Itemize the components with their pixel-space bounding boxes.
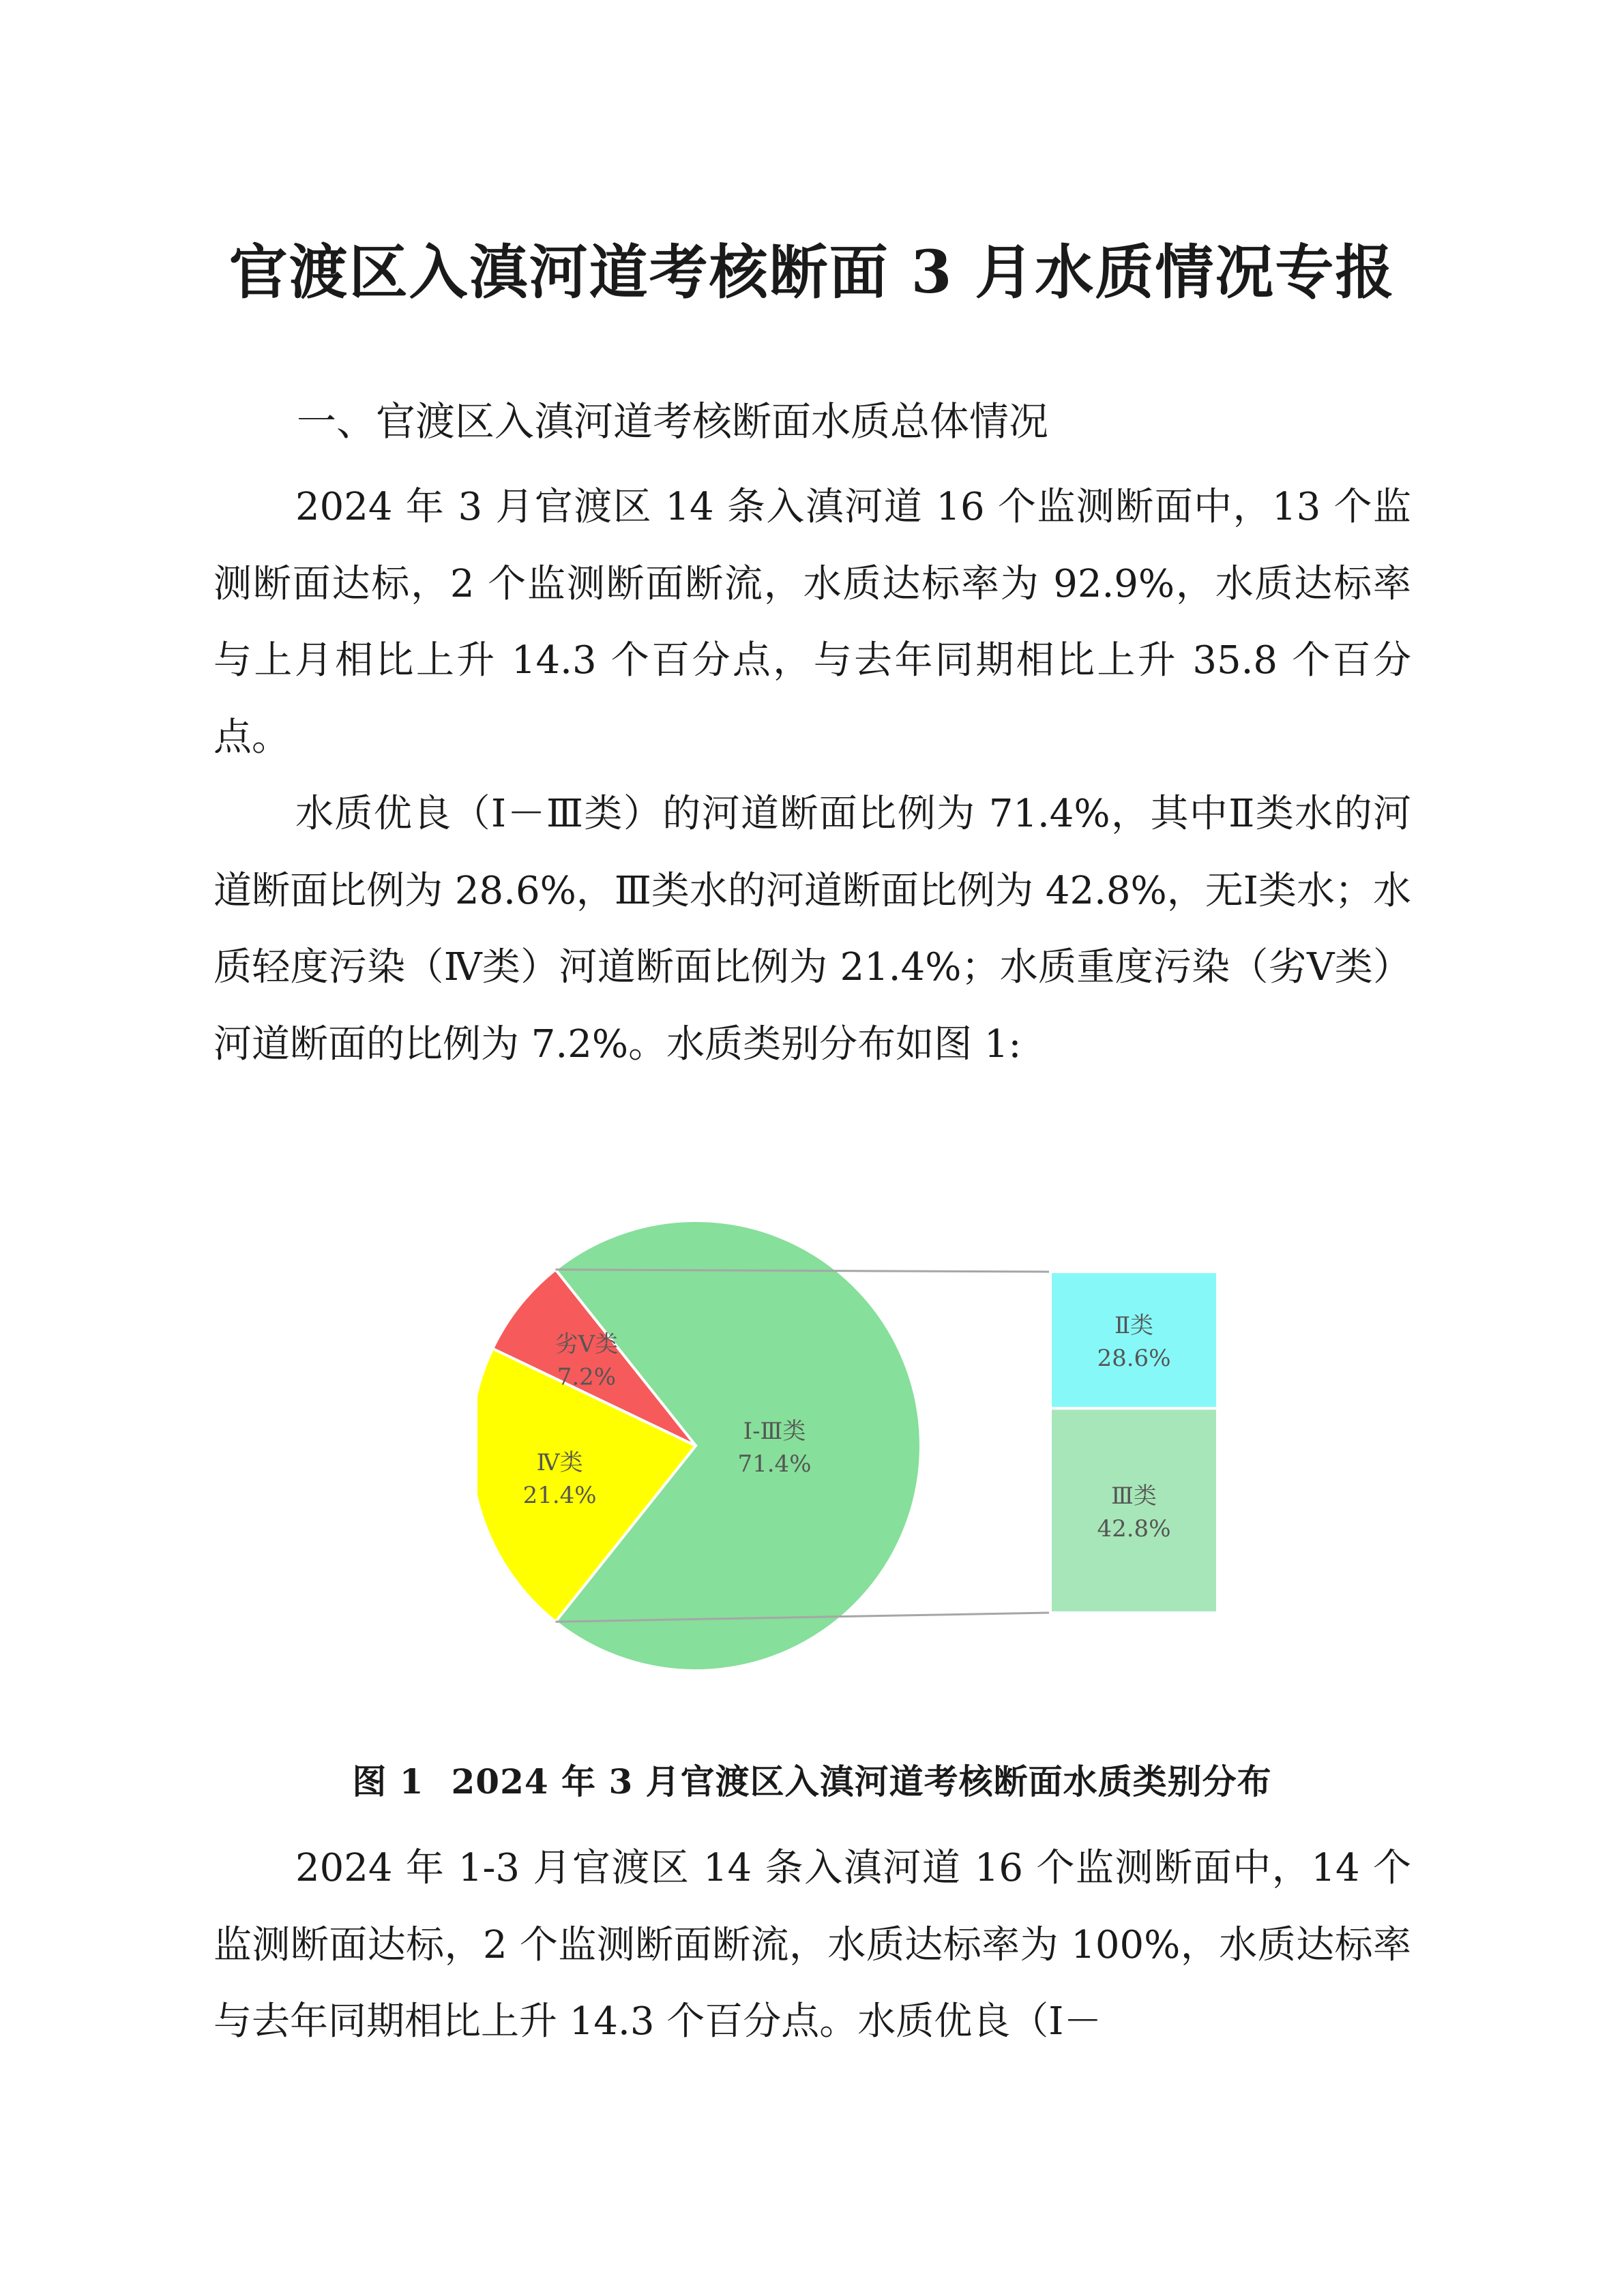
paragraph: 2024 年 1-3 月官渡区 14 条入滇河道 16 个监测断面中，14 个监测断面达标，2 个监测断面断流，水质达标率为 100%，水质达标率与去年同期相比上升 14.3 个百分点。水质优良（Ⅰ－ [213,1846,1411,2044]
slice-label: Ⅳ类 [536,1448,583,1476]
breakdown-value-label: 42.8% [1097,1515,1171,1543]
paragraph: 水质优良（Ⅰ－Ⅲ类）的河道断面比例为 71.4%，其中Ⅱ类水的河道断面比例为 28.6%，Ⅲ类水的河道断面比例为 42.8%，无Ⅰ类水；水质轻度污染（Ⅳ类）河道断面比例为 21.4%；水质重度污染（劣Ⅴ类）河道断面的比例为 7.2%。水质类别分布如图 1: [213,792,1411,1067]
water-quality-pie-chart [477,1200,1228,1678]
slice-value-label: 7.2% [557,1363,617,1391]
breakdown-label: Ⅱ类 [1114,1312,1154,1340]
slice-value-label: 71.4% [737,1450,812,1478]
slice-label: 劣Ⅴ类 [555,1330,619,1358]
slice-value-label: 21.4% [522,1481,597,1509]
breakdown-value-label: 28.6% [1097,1345,1171,1373]
breakdown-label: Ⅲ类 [1111,1482,1157,1510]
paragraph: 2024 年 3 月官渡区 14 条入滇河道 16 个监测断面中，13 个监测断面达标，2 个监测断面断流，水质达标率为 92.9%，水质达标率与上月相比上升 14.3 个百分点，与去年同期相比上升 35.8 个百分点。 [213,485,1411,760]
section-heading: 一、官渡区入滇河道考核断面水质总体情况 [297,398,1049,445]
figure-caption-number: 图 1 [352,1761,424,1802]
slice-label: Ⅰ-Ⅲ类 [743,1418,806,1445]
figure-caption [0,1758,1624,1806]
figure-caption-text: 2024 年 3 月官渡区入滇河道考核断面水质类别分布 [451,1761,1272,1802]
breakdown-segment [1050,1272,1217,1408]
breakdown-segment [1050,1408,1217,1613]
document-title: 官渡区入滇河道考核断面 3 月水质情况专报 [228,238,1396,307]
